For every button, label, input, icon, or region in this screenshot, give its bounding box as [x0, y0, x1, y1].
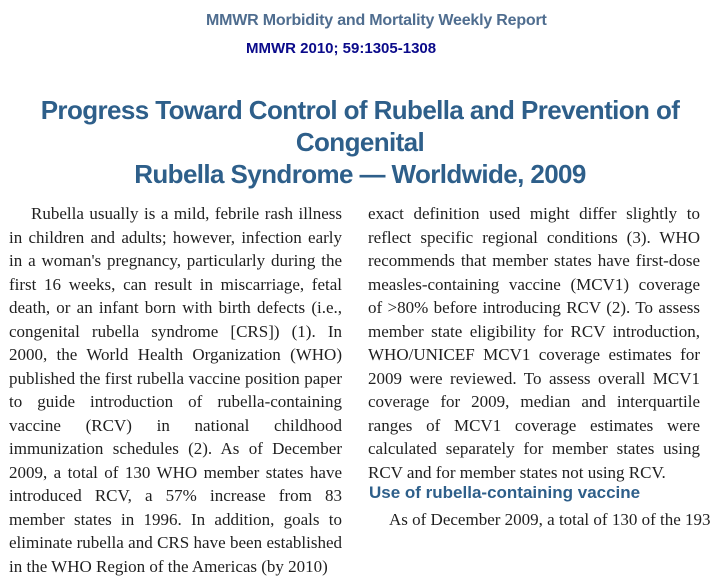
right-column-paragraph: exact definition used might differ slightly to reflect specific regional conditions (3). WHO recommends that member states have first-dose measles-containing vaccine (MCV1) coverage of >80% before introducing RCV (2). To assess member state eligibility for RCV introduction, WHO/UNICEF MCV1 coverage estimates for 2009 were reviewed. To assess overall MCV1 coverage for 2009, median and interquartile ranges of MCV1 coverage estimates were calculated separately for member states using RCV and for member states not using RCV. [368, 204, 700, 482]
title-line-1: Progress Toward Control of Rubella and Prevention of Congenital [40, 95, 680, 157]
section-heading: Use of rubella-containing vaccine [369, 483, 641, 502]
citation: MMWR 2010; 59:1305-1308 [246, 40, 437, 57]
masthead: MMWR Morbidity and Mortality Weekly Report [206, 12, 547, 29]
section-text: As of December 2009, a total of 130 of the 193 [389, 510, 711, 529]
left-column-paragraph: Rubella usually is a mild, febrile rash illness in children and adults; however, infection early in a woman's pregnancy, particularly during the first 16 weeks, can result in miscarriage, fetal death, or an infant born with birth defects (i.e., congenital rubella syndrome [CRS]) (1). In 2000, the World Health Organization (WHO) published the first rubella vaccine position paper to guide introduction of rubella-containing vaccine (RCV) in national childhood immunization schedules (2). As of December 2009, a total of 130 WHO member states have introduced RCV, a 57% increase from 83 member states in 1996. In addition, goals to eliminate rubella and CRS have been established in the WHO Region of the Americas (by 2010) [9, 204, 342, 576]
right-column [368, 202, 700, 484]
title-line-2: Rubella Syndrome — Worldwide, 2009 [134, 159, 586, 189]
left-column [9, 202, 342, 578]
article-title [0, 94, 720, 190]
